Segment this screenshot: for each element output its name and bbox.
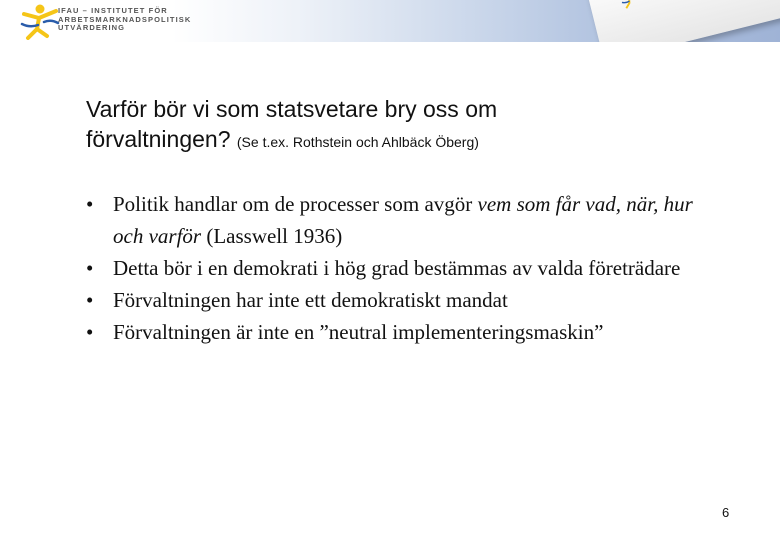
- bullet-text: Detta bör i en demokrati i hög grad bestämmas av valda företrädare: [113, 256, 681, 280]
- bullet-text-after: (Lasswell 1936): [201, 224, 343, 248]
- bullet-marker: •: [86, 192, 94, 216]
- bullet-text-italic: vem som får vad, när, hur och varför: [113, 192, 693, 248]
- header-banner: [0, 0, 780, 42]
- bullet-marker: •: [86, 288, 94, 312]
- ifau-logo-icon: [20, 2, 60, 40]
- org-name-line-3: UTVÄRDERING: [58, 23, 126, 32]
- bullet-item: [86, 252, 726, 284]
- bullet-text: Förvaltningen har inte ett demokratiskt mandat: [113, 288, 508, 312]
- org-name-line-2: ARBETSMARKNADSPOLITISK: [58, 14, 192, 24]
- bullet-item: [86, 188, 726, 252]
- bullet-list: [86, 188, 726, 348]
- slide-title-reference: (Se t.ex. Rothstein och Ahlbäck Öberg): [236, 134, 479, 150]
- bullet-text-before: Politik handlar om de processer som avgör: [113, 192, 478, 216]
- bullet-marker: •: [86, 320, 94, 344]
- bullet-text: Förvaltningen är inte en ”neutral implementeringsmaskin”: [113, 320, 604, 344]
- bullet-item: [86, 316, 726, 348]
- slide-title-main-2: förvaltningen?: [86, 126, 231, 152]
- bullet-marker: •: [86, 256, 94, 280]
- report-cover-page: [587, 0, 780, 42]
- org-name: [58, 7, 191, 33]
- report-cover-image: [570, 0, 780, 42]
- page-number: 6: [722, 505, 730, 520]
- org-name-line-1: IFAU – INSTITUTET FÖR: [58, 6, 168, 15]
- slide-title-line-1: Varför bör vi som statsvetare bry oss om: [86, 96, 498, 122]
- slide-title: [86, 94, 746, 157]
- bullet-item: [86, 284, 726, 316]
- slide-title-line-2: [86, 124, 746, 157]
